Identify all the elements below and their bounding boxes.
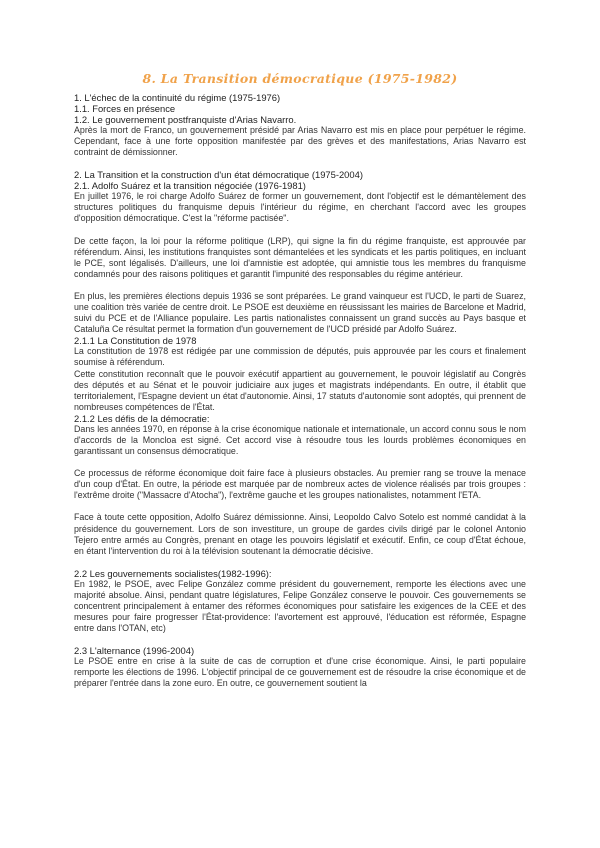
paragraph: Face à toute cette opposition, Adolfo Suárez démissionne. Ainsi, Leopoldo Calvo Sotelo est nommé candidat à la présidence du gouvernement. Lors de son investiture, un groupe de gardes civils dirigé par le colonel Antonio Tejero entre armés au Congrès, prenant en otage les pouvoirs législatif et exécutif. Enfin, ce coup d'État échoue, en étant l'intervention du roi à la télévision soutenant la démocratie décisive. [74,512,526,556]
paragraph: Dans les années 1970, en réponse à la crise économique nationale et internationale, un accord connu sous le nom d'accords de la Moncloa est signé. Cet accord vise à résoudre tous les lourds problèmes économiques en garantissant un consensus démocratique. [74,423,526,457]
section-heading: 2.1.1 La Constitution de 1978 [74,335,197,347]
paragraph-gap [74,457,526,468]
paragraph-gap [74,634,526,645]
paragraph-gap [74,501,526,512]
paragraph-gap [74,280,526,291]
section-heading: 2.2 Les gouvernements socialistes(1982-1996): [74,567,272,579]
paragraph: Ce processus de réforme économique doit faire face à plusieurs obstacles. Au premier rang se trouve la menace d'un coup d'État. En outre, la période est marquée par de nombreux actes de violence réalisés par trois groupes : l'extrême droite ("Massacre d'Atocha"), l'extrême gauche et les groupes nationalistes, notamment l'ETA. [74,468,526,501]
paragraph-gap [74,158,526,169]
paragraph: En plus, les premières élections depuis 1936 se sont préparées. Le grand vainqueur est l'UCD, le parti de Suarez, une coalition très variée de centre droit. Le PSOE est deuxième en réussissant les mairies de Barcelone et Madrid, suivi du PCE et de l'Alliance populaire. Les partis nationalistes connaissent un grand succès au Pays basque et Cataluña Ce résultat permet la formation d'un gouvernement de l'UCD présidé par Adolfo Suárez. [74,290,526,335]
paragraph-gap [74,225,526,236]
paragraph-gap [74,557,526,568]
paragraph: Le PSOE entre en crise à la suite de cas de corruption et d'une crise économique. Ainsi, le parti populaire remporte les élections de 1996. L'objectif principal de ce gouvernement est de résoudre la crise économique et de préparer l'entrée dans la zone euro. En outre, ce gouvernement soutient la [74,656,526,689]
section-heading: 2.1.2 Les défis de la démocratie: [74,412,210,424]
page-title: 8. La Transition démocratique (1975-1982) [142,71,458,86]
document-body [74,92,526,690]
paragraph: La constitution de 1978 est rédigée par une commission de députés, puis approuvée par les cours et finalement soumise à référendum. [74,346,526,368]
section-heading: 1.2. Le gouvernement postfranquiste d'Arias Navarro. [74,114,297,125]
section-heading: 2. La Transition et la construction d'un état démocratique (1975-2004) [74,169,363,181]
paragraph: Cette constitution reconnaît que le pouvoir exécutif appartient au gouvernement, le pouvoir législatif au Congrès des députés et au Sénat et le pouvoir judiciaire aux juges et magistrats indépendants. En outre, il établit que territorialement, l'Espagne devient un état d'autonomie. Ainsi, 17 statuts d'autonomie sont adoptés, qui prennent de nombreuses compétences de l'État. [74,368,526,412]
section-heading: 1. L'échec de la continuité du régime (1975-1976) [74,92,281,103]
paragraph: De cette façon, la loi pour la réforme politique (LRP), qui signe la fin du régime franquiste, est approuvée par référendum. Ainsi, les institutions franquistes sont démantelées et les syndicats et les partis politiques, en incluant le PCE, sont légalisés. D'ailleurs, une loi d'amnistie est adoptée, qui amnistie tous les membres du franquisme condamnés pour des raisons politiques et garantit l'impunité des responsables du régime antérieur. [74,235,526,279]
section-heading: 1.1. Forces en présence [74,103,176,114]
paragraph: Après la mort de Franco, un gouvernement présidé par Arias Navarro est mis en place pour perpétuer le régime. Cependant, face à une forte opposition manifestée par des grèves et des manifestations, Arias Navarro est contraint de démissionner. [74,125,526,158]
paragraph: En juillet 1976, le roi charge Adolfo Suárez de former un gouvernement, dont l'objectif est le démantèlement des structures politiques du franquisme depuis l'intérieur du régime, en cherchant l'accord avec les groupes d'opposition démocratique. C'est la "réforme pactisée". [74,191,526,224]
section-heading: 2.1. Adolfo Suárez et la transition négociée (1976-1981) [74,180,306,192]
section-heading: 2.3 L'alternance (1996-2004) [74,645,195,657]
paragraph: En 1982, le PSOE, avec Felipe González comme président du gouvernement, remporte les élections avec une majorité absolue. Ainsi, pendant quatre législatures, Felipe González conserve le pouvoir. Ces gouvernements se concentrent principalement à entamer des réformes économiques pour satisfaire les exigences de la CEE et des mesures pour faire progresser l'État-providence: l'avortement est approuvé, l'éducation est réformée, Espagne entre dans l'OTAN, etc) [74,578,526,634]
